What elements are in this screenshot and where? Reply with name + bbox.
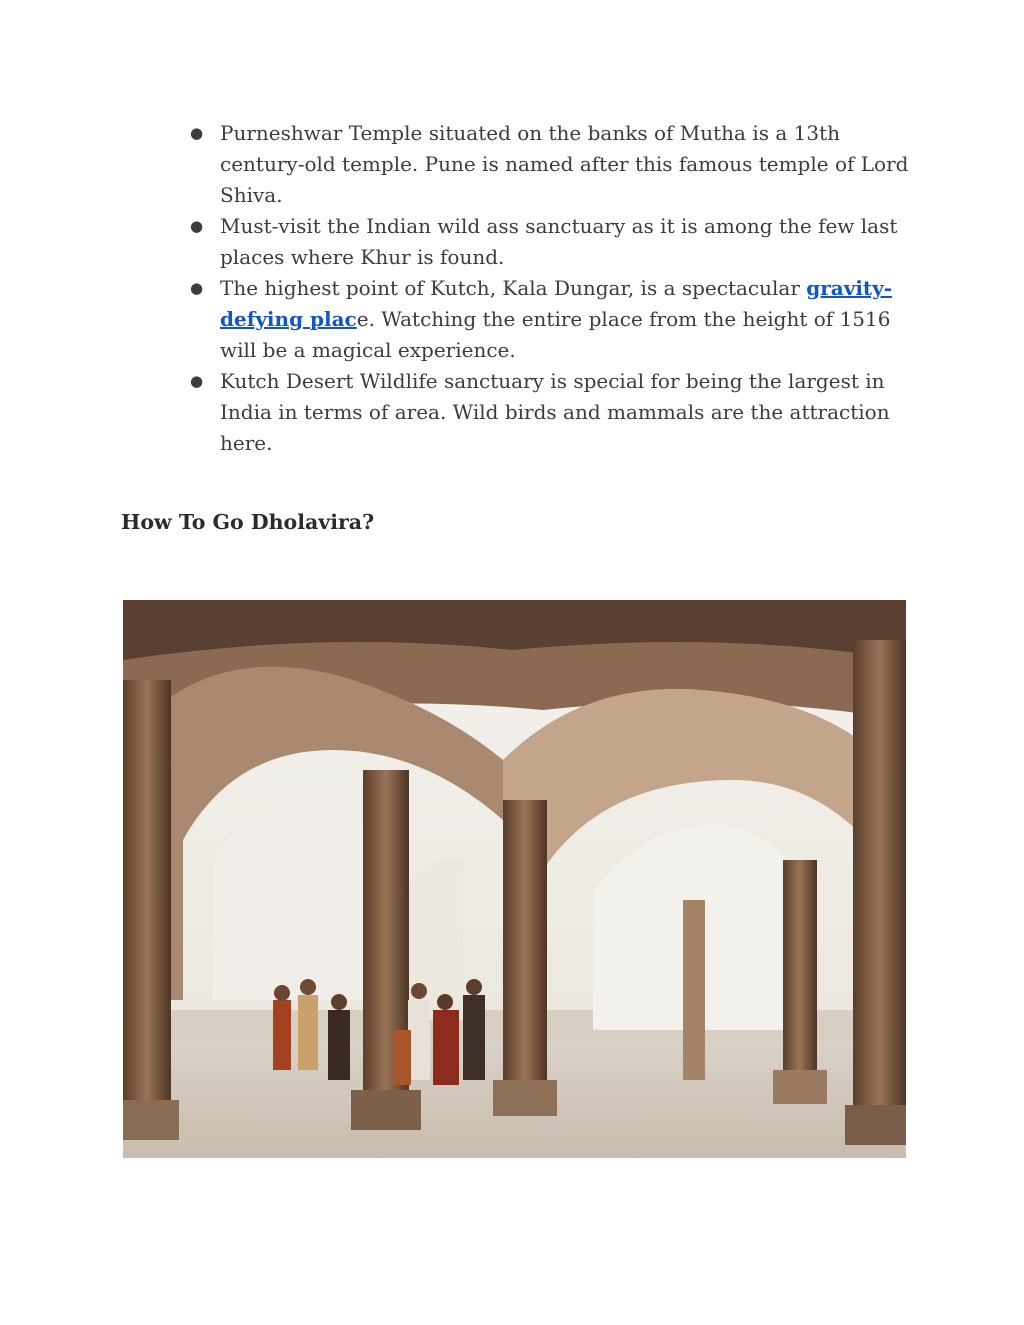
arched-colonnade-photo [123,600,906,1158]
bullet-text: Purneshwar Temple situated on the banks of Mutha is a 13th century-old temple. Pune is named after this famous temple of Lord Shiva. [220,121,909,207]
bullet-dot: ● [190,217,204,235]
list-item [186,366,916,459]
bullet-list [186,118,916,459]
list-item [186,273,916,366]
bullet-dot: ● [190,279,204,297]
bullet-text-before-link: The highest point of Kutch, Kala Dungar, is a spectacular [220,276,807,300]
colonnade-illustration [123,600,906,1158]
bullet-text: Kutch Desert Wildlife sanctuary is special for being the largest in India in terms of area. Wild birds and mammals are the attraction here. [220,369,890,455]
bullet-dot: ● [190,372,204,390]
bullet-dot: ● [190,124,204,142]
bullet-text-after-link: e. Watching the entire place from the height of 1516 will be a magical experience. [220,307,891,362]
bullet-text: Must-visit the Indian wild ass sanctuary as it is among the few last places where Khur is found. [220,214,898,269]
gravity-defying-place-link[interactable]: gravity-defying plac [220,276,893,331]
section-heading: How To Go Dholavira? [121,510,375,534]
list-item [186,118,916,211]
list-item [186,211,916,273]
